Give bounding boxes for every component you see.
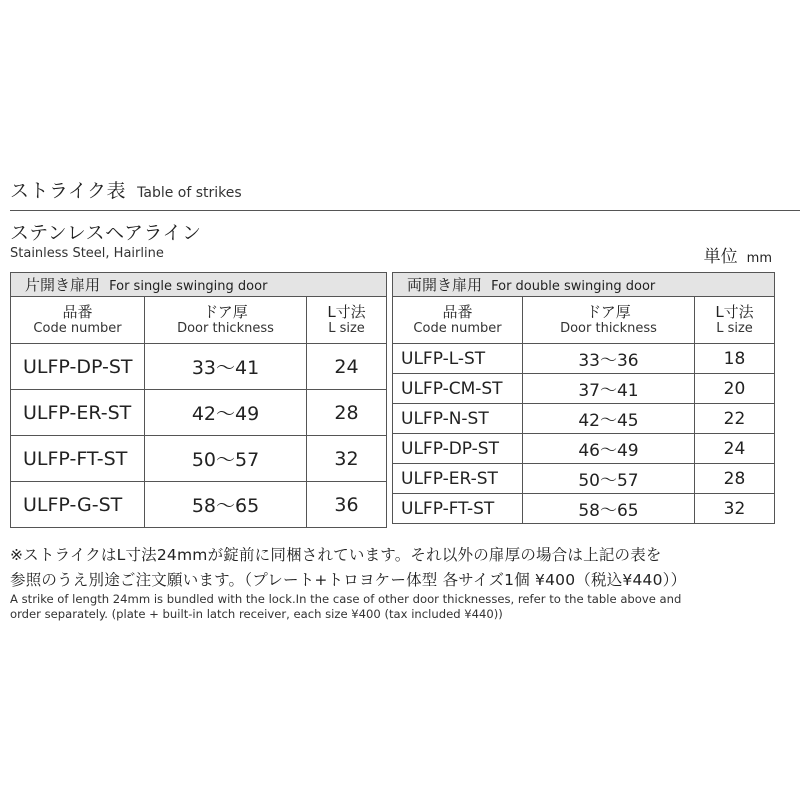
code-cell: ULFP-ER-ST: [393, 464, 523, 494]
note-en-line1: A strike of length 24mm is bundled with the lock.In the case of other door thicknesses, refer to the table above and: [10, 592, 682, 606]
lsize-cell: 28: [307, 390, 387, 436]
table-row: [393, 344, 775, 374]
code-cell: ULFP-FT-ST: [11, 436, 145, 482]
thickness-cell: 46〜49: [523, 434, 695, 464]
header-jp: 品番: [62, 302, 93, 321]
header-en: Door thickness: [560, 321, 657, 337]
table-row: [11, 436, 387, 482]
title-en: Table of strikes: [137, 185, 242, 201]
lsize-cell: 32: [695, 494, 775, 524]
header-en: Code number: [33, 321, 122, 337]
thickness-cell: 58〜65: [523, 494, 695, 524]
lsize-cell: 20: [695, 374, 775, 404]
code-cell: ULFP-G-ST: [11, 482, 145, 528]
single-section-jp: 片開き扉用: [25, 276, 101, 294]
thickness-cell: 50〜57: [523, 464, 695, 494]
code-cell: ULFP-DP-ST: [393, 434, 523, 464]
table-row: [393, 464, 775, 494]
lsize-cell: 24: [695, 434, 775, 464]
header-jp: ドア厚: [203, 302, 248, 321]
thickness-cell: 37〜41: [523, 374, 695, 404]
header-en: L size: [328, 321, 365, 337]
code-cell: ULFP-N-ST: [393, 404, 523, 434]
unit-label: [704, 242, 772, 267]
code-cell: ULFP-L-ST: [393, 344, 523, 374]
double-header-code: [393, 297, 523, 344]
single-header-thickness: [145, 297, 307, 344]
note-jp: [10, 543, 800, 593]
lsize-cell: 22: [695, 404, 775, 434]
table-row: [393, 374, 775, 404]
lsize-cell: 28: [695, 464, 775, 494]
note-jp-line2: 参照のうえ別途ご注文願います。（プレート+トロヨケー体型 各サイズ1個 ¥400（税込¥440））: [10, 571, 687, 589]
lsize-cell: 24: [307, 344, 387, 390]
single-header-code: [11, 297, 145, 344]
material-title-en: Stainless Steel, Hairline: [10, 246, 164, 261]
table-row: [11, 344, 387, 390]
double-section-header: [393, 273, 775, 297]
header-jp: L寸法: [327, 302, 366, 321]
header-en: L size: [716, 321, 753, 337]
thickness-cell: 58〜65: [145, 482, 307, 528]
lsize-cell: 36: [307, 482, 387, 528]
thickness-cell: 33〜36: [523, 344, 695, 374]
header-jp: 品番: [442, 302, 473, 321]
header-jp: ドア厚: [586, 302, 631, 321]
code-cell: ULFP-ER-ST: [11, 390, 145, 436]
thickness-cell: 33〜41: [145, 344, 307, 390]
double-section-en: For double swinging door: [491, 279, 656, 294]
code-cell: ULFP-FT-ST: [393, 494, 523, 524]
table-row: [393, 434, 775, 464]
thickness-cell: 42〜45: [523, 404, 695, 434]
header-en: Code number: [413, 321, 502, 337]
note-en-line2: order separately. (plate + built-in latch receiver, each size ¥400 (tax included ¥440)): [10, 607, 503, 621]
double-header-lsize: [695, 297, 775, 344]
thickness-cell: 42〜49: [145, 390, 307, 436]
double-header-thickness: [523, 297, 695, 344]
table-title: [10, 176, 800, 211]
single-column-headers: [11, 297, 387, 344]
unit-label-text: 単位: [703, 247, 738, 267]
single-door-table: [10, 272, 387, 528]
single-section-cell: [11, 273, 387, 297]
double-section-jp: 両開き扉用: [407, 276, 483, 294]
single-header-lsize: [307, 297, 387, 344]
double-door-table: [392, 272, 775, 524]
lsize-cell: 18: [695, 344, 775, 374]
thickness-cell: 50〜57: [145, 436, 307, 482]
header-en: Door thickness: [177, 321, 274, 337]
note-jp-line1: ※ストライクはL寸法24mmが錠前に同梱されています。それ以外の扉厚の場合は上記の表を: [10, 546, 662, 564]
table-row: [393, 494, 775, 524]
title-jp: ストライク表: [10, 180, 127, 202]
double-column-headers: [393, 297, 775, 344]
lsize-cell: 32: [307, 436, 387, 482]
code-cell: ULFP-CM-ST: [393, 374, 523, 404]
unit-value: mm: [746, 251, 772, 266]
table-row: [11, 390, 387, 436]
table-row: [11, 482, 387, 528]
material-title-jp: ステンレスヘアライン: [10, 222, 202, 244]
table-row: [393, 404, 775, 434]
header-jp: L寸法: [715, 302, 754, 321]
double-section-cell: [393, 273, 775, 297]
note-en: [10, 592, 800, 622]
single-section-header: [11, 273, 387, 297]
code-cell: ULFP-DP-ST: [11, 344, 145, 390]
single-section-en: For single swinging door: [109, 279, 268, 294]
